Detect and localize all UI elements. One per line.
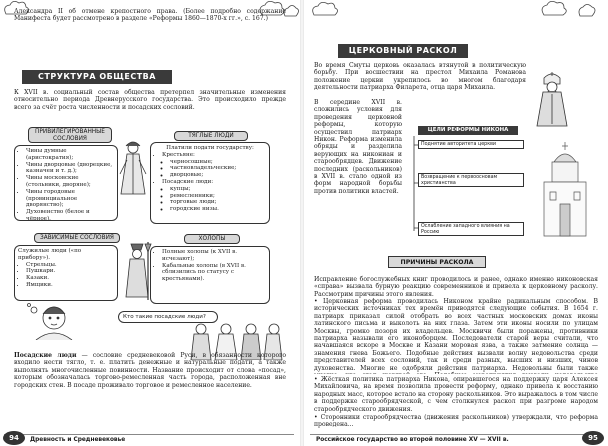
definition-paragraph	[14, 352, 286, 389]
serfs-list	[154, 249, 266, 283]
reform-goals-title: ЦЕЛИ РЕФОРМЫ НИКОНА	[418, 126, 518, 135]
society-paragraph: К XVII в. социальный состав общества претерпел значительные изменения относительно периода Древнерусского государства. Это происходило прежде всего за счёт роста численности и посадских сословий.	[14, 89, 286, 111]
serf-item: • Кабальные холопы (в XVII в. сблизились по статусу с крестьянами).	[162, 263, 266, 283]
causes-of-schism-banner: ПРИЧИНЫ РАСКОЛА	[388, 256, 486, 268]
privileged-item: • Духовенство (белое и чёрное).	[26, 209, 114, 221]
church-cupola-illustration	[532, 142, 598, 238]
intro-paragraph: Александра II об отмене крепостного права. (Более подробно содержание Манифеста будет рассмотрено в разделе «Реформы 1860—1870-х гг.», с. 167.)	[14, 8, 286, 23]
taxable-people-title: ТЯГЛЫЕ ЛЮДИ	[174, 131, 248, 141]
taxable-item: • Посадские люди:	[162, 179, 266, 186]
reform-goals-connector	[408, 136, 418, 238]
taxable-subtitle: Платили подати государству:	[166, 145, 254, 151]
taxable-people-list	[154, 152, 266, 213]
boy-thinking-illustration	[24, 300, 84, 340]
church-schism-banner: ЦЕРКОВНЫЙ РАСКОЛ	[338, 44, 468, 58]
decorative-cloud-border	[304, 0, 608, 18]
taxable-item: ◦ частновладельческие;	[170, 165, 266, 172]
definition-term: Посадские люди	[14, 352, 77, 359]
dependent-subtitle: Служилые люди («по прибору»).	[18, 248, 82, 261]
left-footer-text: Древность и Средневековье	[30, 437, 126, 443]
schism-paragraph-5: • Жёсткая политика патриарха Никона, опиравшегося на поддержку царя Алексея Михайловича, на время позволила провести реформу, однако привела к восстанию народных масс, которое встало на сторону раскольников. Это выражалось в том числе в поддержке старообрядческой, с чем столкнулся раскол при разгроме народом старообрядческого движения.	[314, 376, 598, 413]
reform-goal-1: Поднятие авторитета церкви	[418, 140, 524, 149]
right-footer	[304, 430, 608, 446]
dependent-estates-list	[18, 262, 114, 289]
page-number-right: 95	[582, 431, 604, 445]
schism-paragraph-6: • Сторонники старообрядчества (движения раскольников) утверждали, что реформа проведена...	[314, 414, 598, 428]
privileged-estates-list	[18, 148, 114, 221]
taxable-item: ◦ городские низы.	[170, 206, 266, 213]
strelets-figure-illustration	[120, 240, 154, 302]
privileged-estates-box	[14, 145, 118, 221]
right-page	[304, 0, 608, 446]
privileged-estates-title: ПРИВИЛЕГИРОВАННЫЕ СОСЛОВИЯ	[28, 127, 112, 143]
taxable-item: ◦ торговые люди;	[170, 199, 266, 206]
taxable-item: ◦ ремесленники;	[170, 193, 266, 200]
privileged-item: • Чины городовые (провинциальное дворянство);	[26, 189, 114, 209]
serfs-box	[150, 246, 270, 304]
taxable-item: ◦ дворцовые;	[170, 172, 266, 179]
taxable-item: ◦ черносошные;	[170, 159, 266, 166]
question-speech-bubble: Кто такие посадские люди?	[118, 311, 218, 323]
left-page	[0, 0, 300, 446]
dependent-item: • Пушкари.	[26, 268, 114, 275]
right-footer-text: Российское государство во второй половине XV — XVII в.	[316, 437, 509, 443]
definition-text: — сословие средневековой Руси, в обязанности которого входило нести тягло, т. е. платить денежные и натуральные подати, а также выполнять многочисленные повинности. Название происходит от слова «посад», которым обозначалась торгово-ремесленная часть города, расположенная вне городских стен. В посаде проживало торговое и ремесленное население.	[14, 352, 287, 389]
taxable-item: ◦ купцы;	[170, 186, 266, 193]
dependent-item: • Ямщики.	[26, 282, 114, 289]
taxable-item: • Крестьяне:	[162, 152, 266, 159]
patriarch-nikon-illustration	[532, 72, 572, 128]
schism-paragraph-4: • Церковная реформа проводилась Никоном крайне радикальным способом. В исторических источниках тех времён приводятся следующие события. В 1654 г. патриарх приказал силой отобрать во всех частных московских домах иконы латинского письма и выколоть на них глаза. Затем эти иконы носили по улицам Москвы, громко позоря их владельцев. Москвичи были поражены, противники патриарха называли его иконоборцем. Последователи старой веры считали, что начавшаяся вскоре в Москве и Казани моровая язва, а также затмение солнца — знамения гнева Божьего. Подобные действия вызвали волну недовольства среди представителей всех сословий, так и среди разных, высших и низших, чинов духовенства. Многие не одобряли действия патриарха. Недовольны были также	[314, 298, 598, 372]
privileged-item: • Чины московские (стольники, дворяне);	[26, 175, 114, 189]
serfs-title: ХОЛОПЫ	[184, 234, 240, 244]
dependent-item: • Стрельцы.	[26, 262, 114, 269]
dependent-estates-title: ЗАВИСИМЫЕ СОСЛОВИЯ	[34, 233, 120, 243]
page-number-left: 94	[3, 431, 25, 445]
schism-paragraph-3: Исправление богослужебных книг проводилось и ранее, однако именно никоновская «справа» вызвала бурную реакцию современников и привела к церковному расколу. Рассмотрим причины этого явления.	[314, 276, 598, 298]
schism-paragraph-1: Во время Смуты церковь оказалась втянутой в политическую борьбу. При восшествии на престол Михаила Романова положение церкви укрепилось во многом благодаря деятельности патриарха Филарета, отца царя Михаила.	[314, 62, 526, 92]
noble-figure-illustration	[118, 140, 148, 200]
society-structure-banner: СТРУКТУРА ОБЩЕСТВА	[22, 70, 172, 84]
reform-goal-3: Ослабление западного влияния на Россию	[418, 222, 524, 236]
serf-item: • Полные холопы (к XVII в. исчезают);	[162, 249, 266, 263]
privileged-item: • Чины думные (аристократия);	[26, 148, 114, 162]
schism-paragraph-2: В середине XVII в. сложились условия для проведения церковной реформы, которую осуществил патриарх Никон. Реформа изменила обряды и разделила верующих на никониан и старообрядцев. Движение последних (раскольников) в XVII в. стало одной из форм народной борьбы против политики властей.	[314, 99, 402, 195]
reform-goal-2: Возвращение к первоосновам христианства	[418, 173, 524, 187]
dependent-item: • Казаки.	[26, 275, 114, 282]
taxable-people-box	[150, 142, 270, 224]
dependent-estates-box	[14, 245, 118, 301]
privileged-item: • Чины дворцовые (дворецкие, казначеи и т. д.);	[26, 162, 114, 176]
left-footer	[0, 430, 300, 446]
